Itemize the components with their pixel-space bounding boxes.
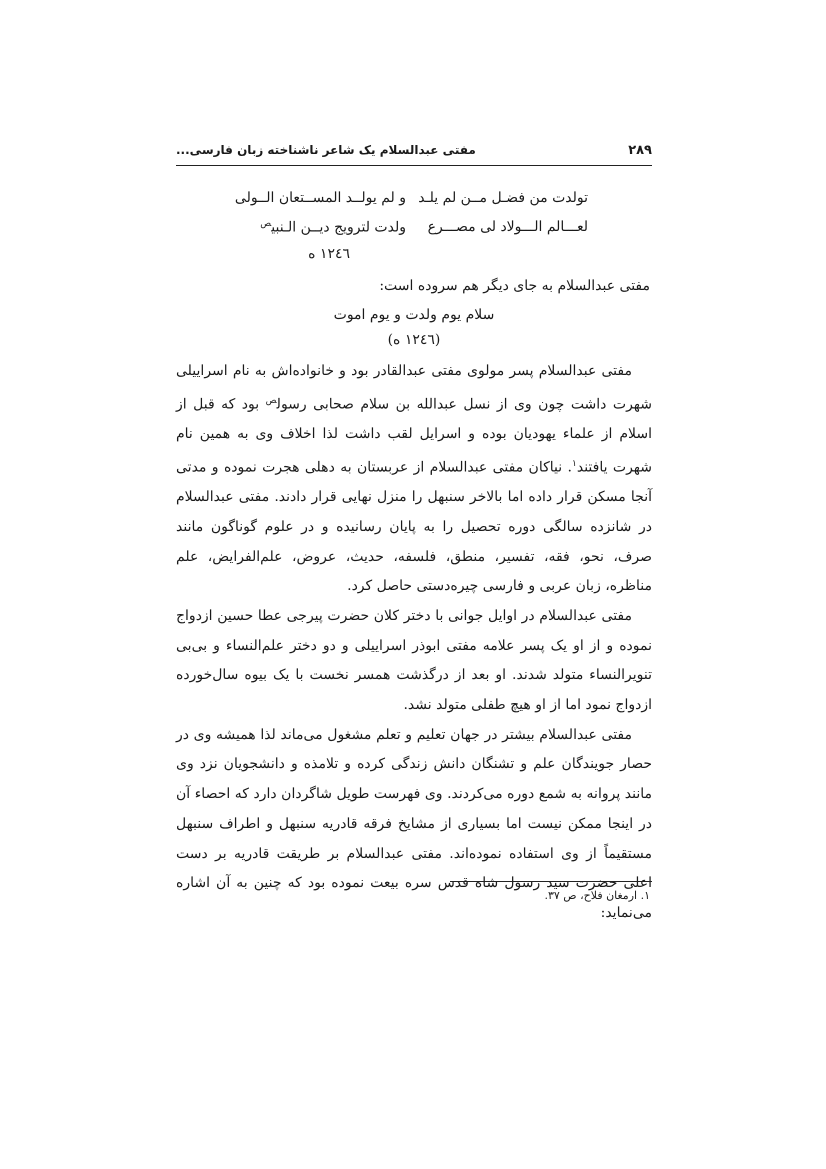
poem-verse-2-right: لعـــالم الـــولاد لی مصـــرع xyxy=(427,219,588,235)
poem2-date: (۱۲٤٦ ه) xyxy=(387,332,441,348)
intro-line: مفتی عبدالسلام به جای دیگر هم سروده است: xyxy=(379,278,650,294)
paragraph-1-part-c: . نیاکان مفتی عبدالسلام از عربستان به دهلی هجرت نموده و مدتی آنجا مسکن قرار داده اما بالاخر سنبهل را منزل نهایی قرار دادند. مفتی عبدالسلام در شانزده سالگی دوره تحصیل را به پایان رسانیده و در علوم گوناگون مانند صرف، نحو، فقه، تفسیر، منطق، فلسفه، حدیث، عروض، علم‌الفرایض، علم مناظره، زبان عربی و فارسی چیره‌دستی حاصل کرد. xyxy=(176,459,652,595)
body-text xyxy=(176,357,652,929)
paragraph-3: مفتی عبدالسلام بیشتر در جهان تعلیم و تعلم مشغول می‌ماند لذا همیشه وی در حصار جویندگان علم و تشنگان دانش زندگی کرده و تلامذه و دانشجویان نزد وی مانند پروانه به شمع دوره می‌کردند. وی فهرست طویل شاگردان دارد که احصاء آن در اینجا ممکن نیست اما بسیاری از مشایخ فرقه قادریه سنبهل و اطراف سنبهل مستقیماً از وی استفاده نموده‌اند. مفتی عبدالسلام بر طریقت قادریه بر دست اعلی حضرت سید رسول شاه قدس سره بیعت نموده بود که چنین به آن اشاره می‌نماید: xyxy=(176,726,652,921)
poem-verse-2-left-text: ولدت لترويج ديــن الـنبی xyxy=(271,219,406,236)
page-number: ۲۸۹ xyxy=(628,143,652,158)
footnote-reference[interactable]: ۱ xyxy=(572,458,577,469)
poem1-date: ۱۲٤٦ ه xyxy=(308,246,350,262)
header-rule xyxy=(176,165,652,166)
paragraph-1 xyxy=(176,357,652,602)
paragraph-2: مفتی عبدالسلام در اوایل جوانی با دختر کلان حضرت پیرجی عطا حسین ازدواج نموده و از او یک پسر علامه مفتی ابوذر اسراییلی و دو دختر علم‌النساء و بی‌بی تنویرالنساء متولد شدند. او بعد از درگذشت همسر نخست با یک بیوه سال‌خورده ازدواج نمود اما از او هیچ طفلی متولد نشد. xyxy=(176,607,652,714)
paragraph-1-part-b: بود که قبل از اسلام از علماء یهودیان بوده و اسرایل لقب داشت لذا اخلاف وی به همین نام شهرت یافتند xyxy=(176,396,652,476)
poem-verse-2-left xyxy=(236,219,406,236)
poem-verse-1-left: و لم يولــد المســتعان الــولی xyxy=(234,190,406,206)
footnote-rule xyxy=(450,881,652,882)
footnote: ۱. ارمغان فلاح، ص ۳۷. xyxy=(544,889,650,902)
running-title: مفتی عبدالسلام یک شاعر ناشناخته زبان فارسی... xyxy=(176,143,476,157)
poem2-line: سلام یوم ولدت و یوم اموت xyxy=(333,307,495,323)
honorific-mark: ص xyxy=(260,219,272,229)
paragraph-1-part-a: مفتی عبدالسلام پسر مولوی مفتی عبدالقادر بود و خانواده‌اش به نام اسراییلی شهرت داشت چون وی از نسل عبدالله بن سلام صحابی رسول xyxy=(176,363,652,413)
honorific-mark: ص xyxy=(265,395,277,406)
poem-verse-1-right: تولدت من فضـل مــن لم يلـد xyxy=(418,190,588,206)
page-header xyxy=(176,141,652,165)
